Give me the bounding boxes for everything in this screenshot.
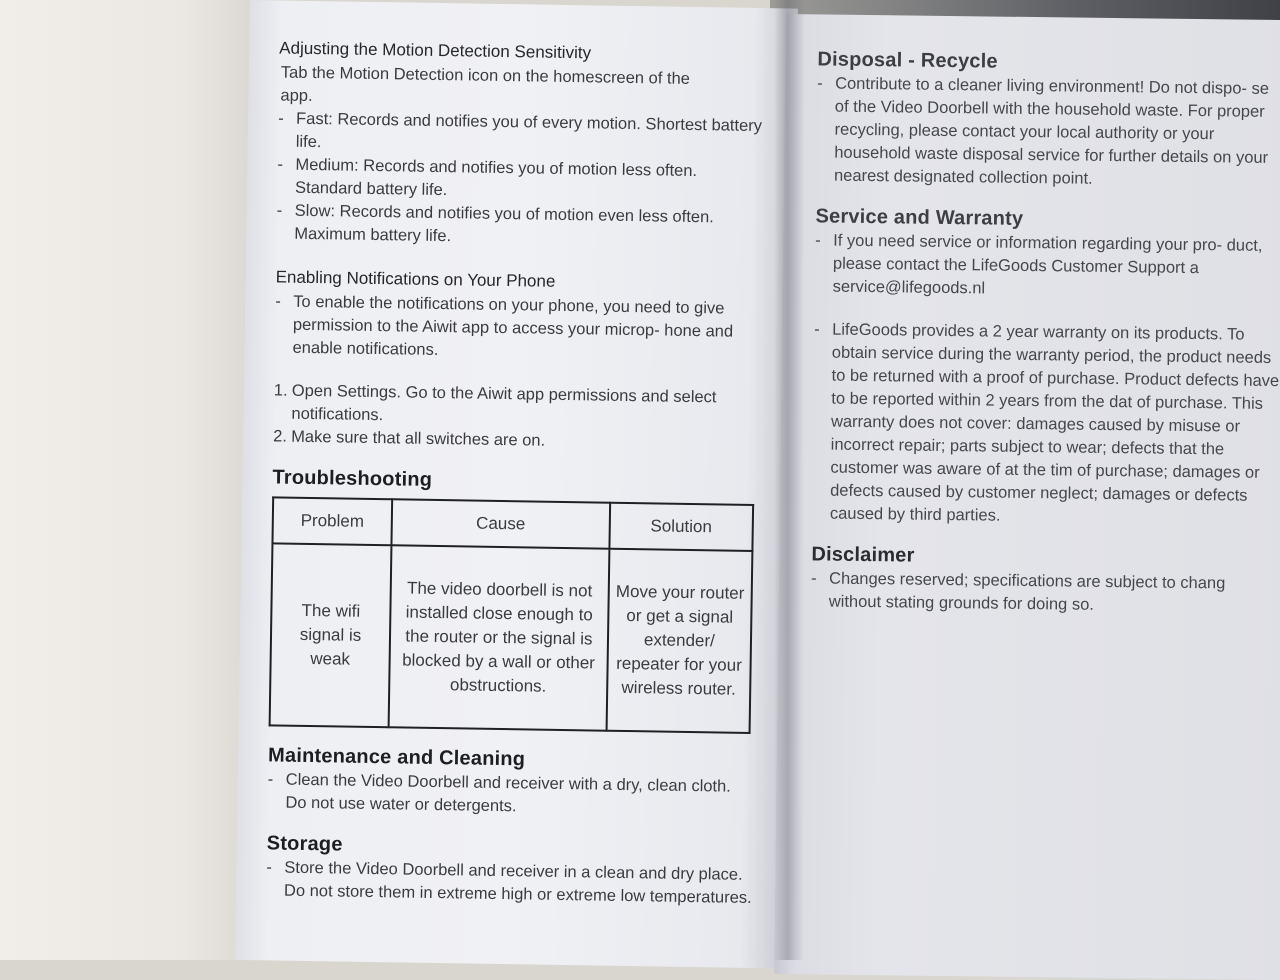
motion-medium-text: Medium: Records and notifies you of motion less often. Standard battery life. bbox=[294, 155, 698, 200]
left-page-content bbox=[266, 36, 780, 910]
dash-bullet: - bbox=[815, 231, 821, 250]
list-item bbox=[816, 72, 1280, 193]
list-item bbox=[276, 199, 765, 253]
dash-bullet: - bbox=[278, 109, 284, 128]
troubleshooting-table bbox=[269, 496, 755, 734]
cell-problem: The wifi signal is weak bbox=[270, 543, 392, 727]
service-text: If you need service or information regarding your pro- duct, please contact the LifeGoods Customer Support a service@lifegoods.nl bbox=[832, 231, 1263, 298]
list-item bbox=[274, 290, 753, 366]
motion-fast-text: Fast: Records and notifies you of every motion. Shortest battery life. bbox=[295, 109, 763, 152]
table-surface bbox=[0, 0, 262, 960]
notifications-text: To enable the notifications on your phone, you need to give permission to the Aiwit app to access your microp- hone and enable notifications. bbox=[292, 292, 734, 360]
storage-heading: Storage bbox=[266, 832, 343, 856]
motion-slow-text: Slow: Records and notifies you of motion even less often. Maximum battery life. bbox=[294, 201, 714, 246]
step-text: Make sure that all switches are on. bbox=[291, 427, 546, 450]
motion-heading: Adjusting the Motion Detection Sensitivity bbox=[279, 38, 592, 63]
disclaimer-text: Changes reserved; specifications are subject to chang without stating grounds for doing so. bbox=[828, 569, 1226, 614]
step-item bbox=[273, 379, 732, 432]
right-page-content bbox=[811, 46, 1280, 619]
step-number: 2. bbox=[273, 427, 288, 446]
list-item bbox=[278, 107, 767, 161]
list-item bbox=[277, 153, 766, 207]
dash-bullet: - bbox=[276, 201, 283, 220]
header-solution: Solution bbox=[609, 503, 753, 551]
dash-bullet: - bbox=[277, 155, 284, 174]
motion-intro: Tab the Motion Detection icon on the homescreen of the app. bbox=[280, 63, 691, 105]
service-heading: Service and Warranty bbox=[815, 205, 1024, 230]
dash-bullet: - bbox=[267, 770, 274, 789]
troubleshooting-heading: Troubleshooting bbox=[272, 466, 433, 491]
table-row bbox=[270, 543, 753, 733]
step-number: 1. bbox=[273, 381, 288, 400]
storage-text: Store the Video Doorbell and receiver in a clean and dry place. Do not store them in extreme high or extreme low temperatures. bbox=[283, 858, 752, 907]
disposal-heading: Disposal - Recycle bbox=[817, 48, 998, 73]
maintenance-text: Clean the Video Doorbell and receiver with a dry, clean cloth. Do not use water or detergents. bbox=[285, 770, 731, 816]
list-item bbox=[811, 567, 1280, 619]
step-text: Open Settings. Go to the Aiwit app permissions and select notifications. bbox=[291, 381, 717, 425]
book-spine-shadow bbox=[774, 0, 804, 960]
dash-bullet: - bbox=[814, 320, 820, 339]
dash-bullet: - bbox=[817, 74, 823, 93]
maintenance-heading: Maintenance and Cleaning bbox=[267, 744, 526, 771]
notifications-heading: Enabling Notifications on Your Phone bbox=[275, 267, 556, 291]
disposal-text: Contribute to a cleaner living environment! Do not dispo- se of the Video Doorbell with the household waste. For proper recycling, please contact your local authority or your household waste disposal service for further details on your nearest designated collection point. bbox=[833, 74, 1270, 188]
table-header-row bbox=[272, 497, 753, 551]
cell-solution: Move your router or get a signal extender/ repeater for your wireless router. bbox=[606, 549, 752, 733]
dash-bullet: - bbox=[266, 858, 273, 877]
dash-bullet: - bbox=[810, 569, 817, 588]
header-cause: Cause bbox=[391, 499, 610, 548]
dash-bullet: - bbox=[275, 292, 281, 311]
left-page bbox=[235, 0, 798, 968]
header-problem: Problem bbox=[272, 497, 392, 545]
list-item bbox=[266, 856, 755, 910]
list-item bbox=[812, 318, 1280, 531]
cell-cause: The video doorbell is not installed close enough to the router or the signal is blocked by a wall or other obstructions. bbox=[389, 545, 610, 730]
disclaimer-heading: Disclaimer bbox=[811, 543, 915, 567]
list-item bbox=[267, 768, 746, 822]
list-item bbox=[815, 229, 1280, 304]
right-page bbox=[774, 14, 1280, 980]
warranty-text: LifeGoods provides a 2 year warranty on its products. To obtain service during the warranty period, the product needs to be returned with a proof of purchase. Product defects have to be reported within 2 years from the dat of purchase. This warranty does not cover: damages caused by misuse or incorrect repair; parts subject to wear; defects that the customer was aware of at the tim of purchase; damages or defects caused by customer neglect; damages or defects caused by third parties. bbox=[829, 320, 1280, 525]
